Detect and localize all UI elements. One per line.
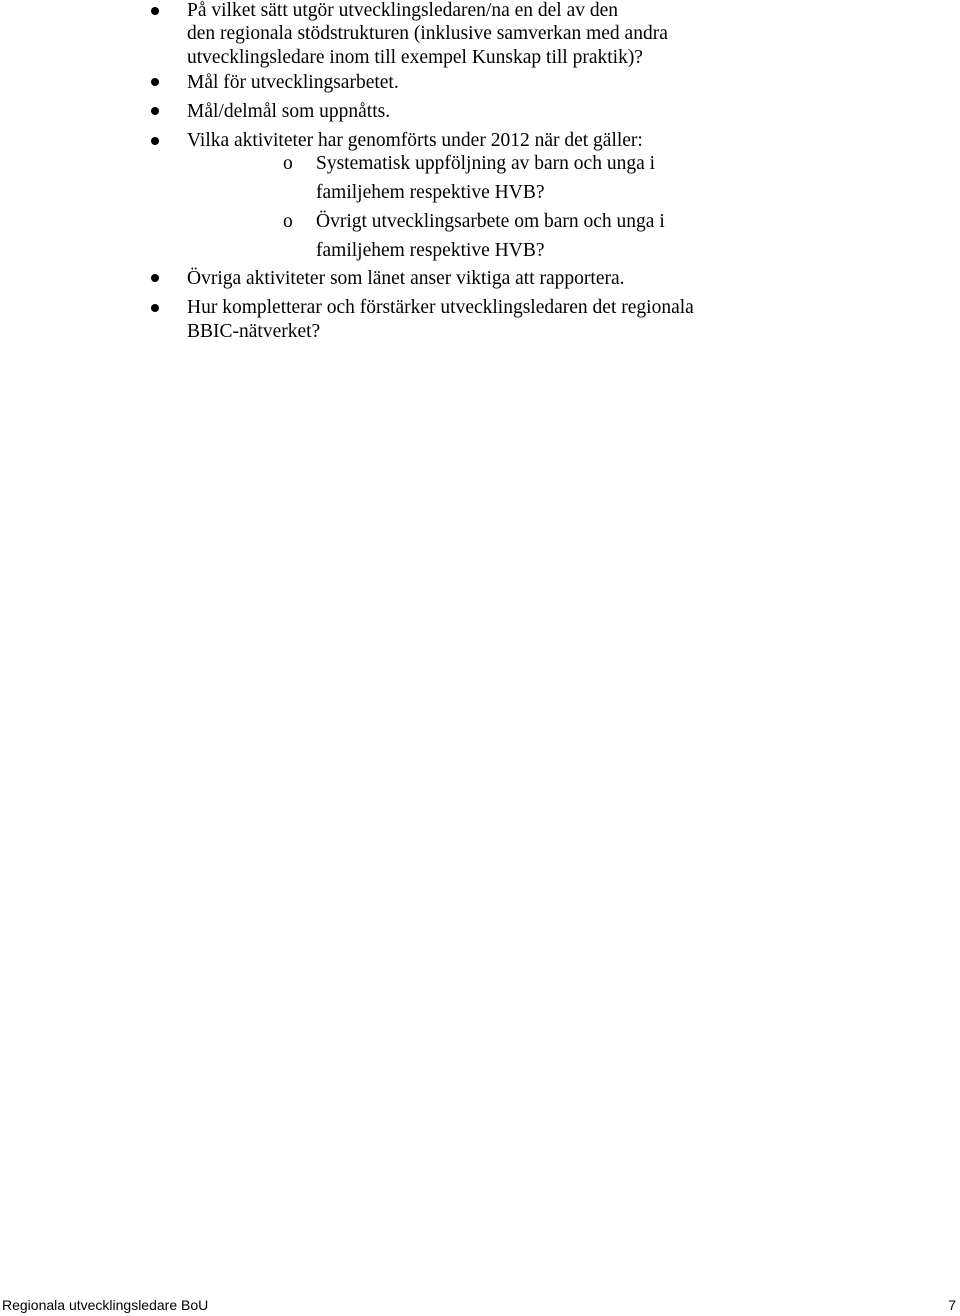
sub-bullet-marker: o: [283, 211, 293, 232]
sub-bullet-marker: o: [283, 153, 293, 174]
sub-list-item-text: Systematisk uppföljning av barn och unga i: [316, 153, 656, 174]
list-item-text: Mål för utvecklingsarbetet.: [187, 72, 399, 93]
bullet-icon: [151, 274, 159, 282]
bullet-icon: [151, 137, 159, 145]
list-item-text: Övriga aktiviteter som länet anser viktiga att rapportera.: [187, 268, 625, 289]
sub-list-item-text: familjehem respektive HVB?: [316, 240, 545, 261]
list-item-text: Hur kompletterar och förstärker utvecklingsledaren det regionala: [187, 297, 694, 318]
bullet-icon: [151, 107, 159, 115]
list-item-text: utvecklingsledare inom till exempel Kunskap till praktik)?: [187, 47, 643, 68]
list-item-text: BBIC-nätverket?: [187, 321, 321, 342]
bullet-icon: [151, 78, 159, 86]
sub-list-item-text: familjehem respektive HVB?: [316, 182, 545, 203]
list-item-text: På vilket sätt utgör utvecklingsledaren/na en del av den: [187, 0, 619, 21]
bullet-icon: [151, 304, 159, 312]
list-item-text: den regionala stödstrukturen (inklusive samverkan med andra: [187, 23, 668, 44]
page-number: 7: [948, 1297, 956, 1313]
footer-title: Regionala utvecklingsledare BoU: [2, 1297, 209, 1313]
sub-list-item-text: Övrigt utvecklingsarbete om barn och unga i: [316, 211, 665, 232]
list-item-text: Vilka aktiviteter har genomförts under 2012 när det gäller:: [187, 130, 643, 151]
bullet-icon: [151, 7, 159, 15]
list-item-text: Mål/delmål som uppnåtts.: [187, 101, 391, 122]
page-footer: [0, 1296, 960, 1316]
